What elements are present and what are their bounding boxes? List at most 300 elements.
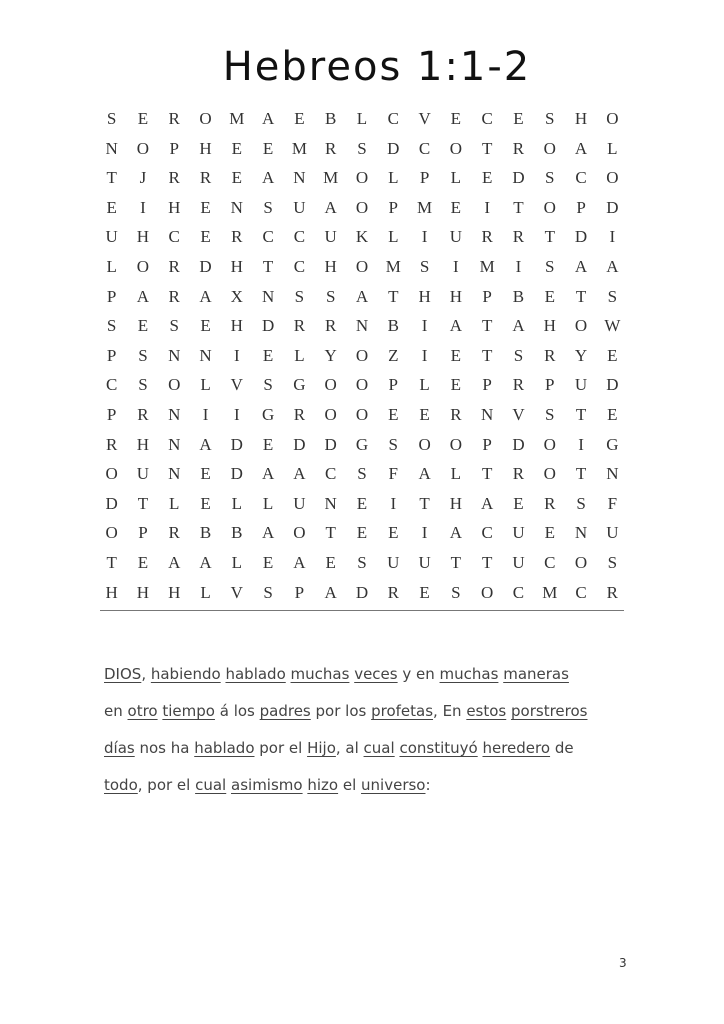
grid-cell: I [421,345,428,365]
grid-cell: P [388,375,399,395]
grid-cell: P [388,197,399,217]
grid-cell: L [262,493,274,513]
grid-cell: E [231,168,243,188]
grid-cell: U [105,227,118,247]
grid-cell: O [168,375,181,395]
grid-cell: A [261,523,275,543]
grid-cell: T [575,286,587,306]
search-word: maneras [503,665,569,683]
passage-text: el [338,776,362,794]
passage-text: á los [214,702,260,720]
grid-cell: O [449,138,463,158]
grid-cell: P [576,197,586,217]
grid-cell: S [576,493,586,513]
search-word: habiendo [150,665,221,683]
grid-cell: H [199,138,212,158]
grid-cell: H [230,256,243,276]
grid-cell: R [450,404,462,424]
grid-cell: E [450,345,462,365]
search-word: veces [354,665,398,683]
grid-cell: P [138,523,148,543]
grid-cell: H [105,582,118,602]
search-word: tiempo [162,702,215,720]
grid-cell: O [418,434,431,454]
passage-text: , [141,665,151,683]
grid-cell: H [324,256,337,276]
grid-cell: L [200,582,211,602]
bible-passage [104,656,624,804]
grid-cell: E [325,552,336,572]
grid-cell: C [325,464,337,484]
grid-cell: C [262,227,274,247]
grid-cell: H [449,286,463,306]
grid-cell: S [545,256,555,276]
grid-cell: R [105,434,118,454]
grid-cell: E [450,375,462,395]
grid-cell: T [575,464,587,484]
search-word: universo [361,776,426,794]
grid-cell: P [482,286,492,306]
grid-cell: O [355,256,369,276]
grid-cell: R [199,168,212,188]
grid-cell: D [355,582,369,602]
passage-text: : [425,776,431,794]
grid-cell: T [106,552,117,572]
grid-cell: A [418,464,431,484]
search-word: constituyó [399,739,478,757]
grid-cell: O [355,375,369,395]
grid-cell: E [200,197,211,217]
search-word: hizo [307,776,339,794]
grid-cell: H [230,316,243,336]
grid-cell: I [140,197,146,217]
search-word: estos [466,702,507,720]
grid-cell: H [168,582,181,602]
grid-cell: A [449,316,463,336]
passage-text: por los [310,702,372,720]
grid-cell: R [544,493,556,513]
word-search-grid [96,104,628,607]
search-word: padres [259,702,311,720]
grid-cell: L [450,168,462,188]
grid-cell: I [484,197,490,217]
grid-cell: S [325,286,336,306]
grid-cell: M [229,109,245,128]
passage-line [104,693,624,730]
grid-cell: L [388,168,399,188]
grid-cell: U [449,227,463,247]
grid-cell: M [479,256,495,276]
grid-cell: E [262,345,274,365]
grid-cell: R [137,404,149,424]
grid-cell: S [138,345,148,365]
grid-cell: H [543,316,556,336]
grid-cell: U [418,552,431,572]
grid-cell: O [543,434,556,454]
grid-cell: H [574,109,588,128]
grid-cell: S [106,109,117,128]
grid-cell: T [481,345,493,365]
grid-cell: E [200,227,211,247]
grid-cell: D [199,256,212,276]
grid-cell: N [105,138,118,158]
grid-cell: U [512,552,525,572]
grid-cell: E [106,197,117,217]
grid-cell: O [481,582,494,602]
grid-cell: I [609,227,616,247]
grid-cell: S [357,138,367,158]
grid-cell: A [261,464,275,484]
grid-cell: D [512,168,525,188]
grid-cell: E [607,404,618,424]
search-word: cual [195,776,227,794]
grid-cell: A [512,316,525,336]
grid-cell: B [199,523,212,543]
grid-cell: E [450,197,462,217]
grid-cell: D [230,464,243,484]
grid-cell: O [574,316,588,336]
grid-cell: E [607,345,618,365]
grid-cell: S [419,256,430,276]
grid-cell: M [385,256,401,276]
grid-cell: O [136,256,150,276]
grid-cell: C [481,523,493,543]
grid-cell: C [481,109,493,128]
grid-cell: S [545,168,555,188]
grid-cell: E [544,286,555,306]
grid-cell: O [293,523,306,543]
grid-cell: I [421,316,428,336]
grid-cell: I [233,345,240,365]
grid-cell: U [387,552,400,572]
grid-cell: R [512,375,525,395]
grid-cell: P [482,434,492,454]
grid-cell: T [481,464,493,484]
grid-cell: A [199,434,212,454]
grid-cell: R [481,227,493,247]
grid-cell: O [543,464,556,484]
grid-cell: A [199,286,212,306]
page-title: Hebreos 1:1-2 [222,44,532,90]
grid-cell: I [421,227,428,247]
grid-cell: E [262,552,274,572]
grid-cell: E [137,109,149,128]
grid-cell: G [355,434,369,454]
grid-cell: H [168,197,181,217]
grid-cell: N [230,197,243,217]
grid-cell: E [481,168,493,188]
grid-cell: L [106,256,117,276]
grid-cell: V [512,404,525,424]
grid-cell: S [357,464,367,484]
grid-cell: A [324,582,337,602]
grid-cell: E [419,582,430,602]
grid-cell: R [168,168,180,188]
grid-cell: R [512,464,525,484]
grid-cell: P [169,138,179,158]
grid-cell: R [231,227,243,247]
grid-cell: R [168,256,180,276]
grid-cell: H [418,286,431,306]
grid-cell: U [136,464,150,484]
grid-cell: R [293,404,306,424]
grid-cell: U [606,523,619,543]
grid-cell: E [262,138,274,158]
search-word: hablado [225,665,286,683]
grid-cell: T [262,256,274,276]
grid-cell: T [575,404,587,424]
grid-cell: A [574,256,588,276]
grid-cell: S [106,316,117,336]
grid-cell: R [544,345,556,365]
passage-text: y en [397,665,440,683]
passage-line [104,767,624,804]
grid-cell: I [202,404,209,424]
grid-cell: U [324,227,337,247]
grid-cell: T [137,493,149,513]
grid-cell: R [325,316,337,336]
grid-cell: E [294,109,305,128]
grid-cell: P [106,345,117,365]
grid-cell: A [261,109,275,128]
grid-cell: O [199,109,212,128]
grid-cell: I [453,256,459,276]
grid-cell: T [450,552,462,572]
grid-cell: K [355,227,369,247]
grid-cell: R [512,138,525,158]
grid-cell: H [449,493,463,513]
grid-cell: O [105,464,118,484]
grid-cell: A [449,523,463,543]
grid-cell: I [578,434,584,454]
grid-cell: O [136,138,150,158]
grid-cell: S [607,286,618,306]
grid-cell: B [325,109,337,128]
grid-cell: S [263,375,273,395]
grid-cell: X [230,286,243,306]
grid-cell: Z [388,345,399,365]
grid-cell: D [324,434,337,454]
passage-text: , En [433,702,467,720]
grid-cell: E [137,316,149,336]
grid-cell: L [169,493,180,513]
search-word: muchas [439,665,499,683]
grid-cell: U [512,523,525,543]
grid-cell: A [481,493,494,513]
grid-cell: R [168,286,180,306]
grid-cell: H [136,434,150,454]
grid-cell: B [231,523,243,543]
grid-cell: E [356,523,368,543]
grid-cell: G [261,404,275,424]
grid-cell: I [421,523,428,543]
grid-cell: T [481,316,493,336]
grid-cell: N [261,286,275,306]
grid-cell: H [136,227,150,247]
grid-cell: D [606,197,619,217]
grid-cell: E [200,493,211,513]
grid-cell: M [542,582,558,602]
grid-cell: T [544,227,555,247]
search-word: hablado [194,739,255,757]
grid-cell: S [607,552,618,572]
grid-cell: O [105,523,118,543]
grid-cell: D [105,493,118,513]
passage-text: nos ha [134,739,195,757]
grid-cell: S [263,582,273,602]
grid-cell: E [200,316,211,336]
search-word: muchas [290,665,350,683]
grid-cell: T [513,197,524,217]
search-word: otro [127,702,158,720]
grid-cell: C [293,227,306,247]
grid-cell: C [293,256,306,276]
passage-text: de [550,739,574,757]
grid-cell: E [388,404,399,424]
grid-cell: C [387,109,399,128]
grid-cell: R [168,523,180,543]
grid-cell: O [574,552,588,572]
grid-cell: R [168,109,180,128]
grid-cell: S [545,404,555,424]
grid-cell: T [481,552,493,572]
grid-cell: M [323,168,339,188]
search-word: DIOS [104,665,142,683]
search-word: profetas [371,702,434,720]
grid-cell: N [293,168,306,188]
grid-cell: A [355,286,369,306]
grid-cell: P [294,582,305,602]
grid-cell: P [419,168,430,188]
passage-text: en [104,702,128,720]
grid-cell: A [574,138,588,158]
grid-cell: S [388,434,399,454]
divider [100,610,624,611]
grid-cell: O [355,168,369,188]
grid-cell: S [138,375,148,395]
grid-cell: C [418,138,431,158]
grid-cell: S [545,109,555,128]
grid-cell: O [355,404,369,424]
grid-cell: E [450,109,462,128]
grid-cell: N [574,523,588,543]
grid-cell: U [293,197,306,217]
grid-cell: L [231,552,243,572]
passage-text: , al [335,739,364,757]
grid-cell: L [231,493,243,513]
search-word: heredero [482,739,551,757]
grid-cell: A [199,552,212,572]
grid-cell: D [230,434,243,454]
grid-cell: N [168,434,181,454]
grid-cell: E [231,138,243,158]
grid-cell: C [575,582,587,602]
grid-cell: D [606,375,619,395]
grid-cell: E [513,493,524,513]
grid-cell: D [512,434,525,454]
grid-cell: D [261,316,275,336]
grid-cell: C [512,582,525,602]
grid-cell: A [293,464,306,484]
grid-cell: Y [324,345,337,365]
grid-cell: B [512,286,525,306]
grid-cell: E [137,552,149,572]
grid-cell: O [355,345,369,365]
grid-cell: O [324,404,337,424]
grid-cell: S [169,316,179,336]
grid-cell: A [324,197,337,217]
grid-cell: C [168,227,180,247]
grid-cell: T [388,286,399,306]
grid-cell: F [388,464,399,484]
passage-text: , por el [137,776,196,794]
grid-cell: V [230,375,243,395]
search-word: todo [104,776,138,794]
grid-cell: S [513,345,524,365]
grid-cell: N [606,464,619,484]
grid-cell: G [606,434,619,454]
grid-cell: R [512,227,525,247]
grid-cell: E [388,523,399,543]
search-word: porstreros [511,702,588,720]
grid-cell: O [543,197,556,217]
grid-cell: O [606,109,619,128]
grid-cell: A [168,552,181,572]
grid-cell: T [481,138,493,158]
grid-cell: N [481,404,494,424]
grid-cell: C [575,168,587,188]
grid-cell: E [262,434,274,454]
grid-cell: M [417,197,433,217]
grid-cell: V [418,109,431,128]
grid-cell: J [139,168,147,188]
grid-cell: S [294,286,305,306]
grid-cell: N [168,345,181,365]
grid-cell: P [106,286,117,306]
grid-cell: E [544,523,555,543]
grid-cell: E [513,109,524,128]
grid-cell: D [293,434,306,454]
grid-cell: W [604,316,621,336]
grid-cell: L [388,227,399,247]
grid-cell: N [168,404,181,424]
grid-cell: U [293,493,306,513]
grid-cell: D [574,227,588,247]
search-word: asimismo [231,776,303,794]
grid-cell: F [607,493,618,513]
grid-cell: Y [574,345,588,365]
grid-cell: D [387,138,400,158]
grid-cell: S [357,552,367,572]
grid-cell: E [419,404,430,424]
passage-line [104,656,624,693]
grid-cell: T [419,493,430,513]
passage-text: por el [254,739,308,757]
grid-cell: I [233,404,240,424]
grid-cell: I [515,256,522,276]
grid-cell: G [293,375,306,395]
grid-cell: C [105,375,118,395]
grid-cell: O [324,375,337,395]
grid-cell: R [325,138,337,158]
grid-cell: O [355,197,369,217]
grid-cell: P [106,404,117,424]
grid-cell: L [607,138,618,158]
grid-cell: A [293,552,306,572]
grid-cell: A [136,286,150,306]
grid-cell: L [419,375,430,395]
grid-cell: I [390,493,397,513]
